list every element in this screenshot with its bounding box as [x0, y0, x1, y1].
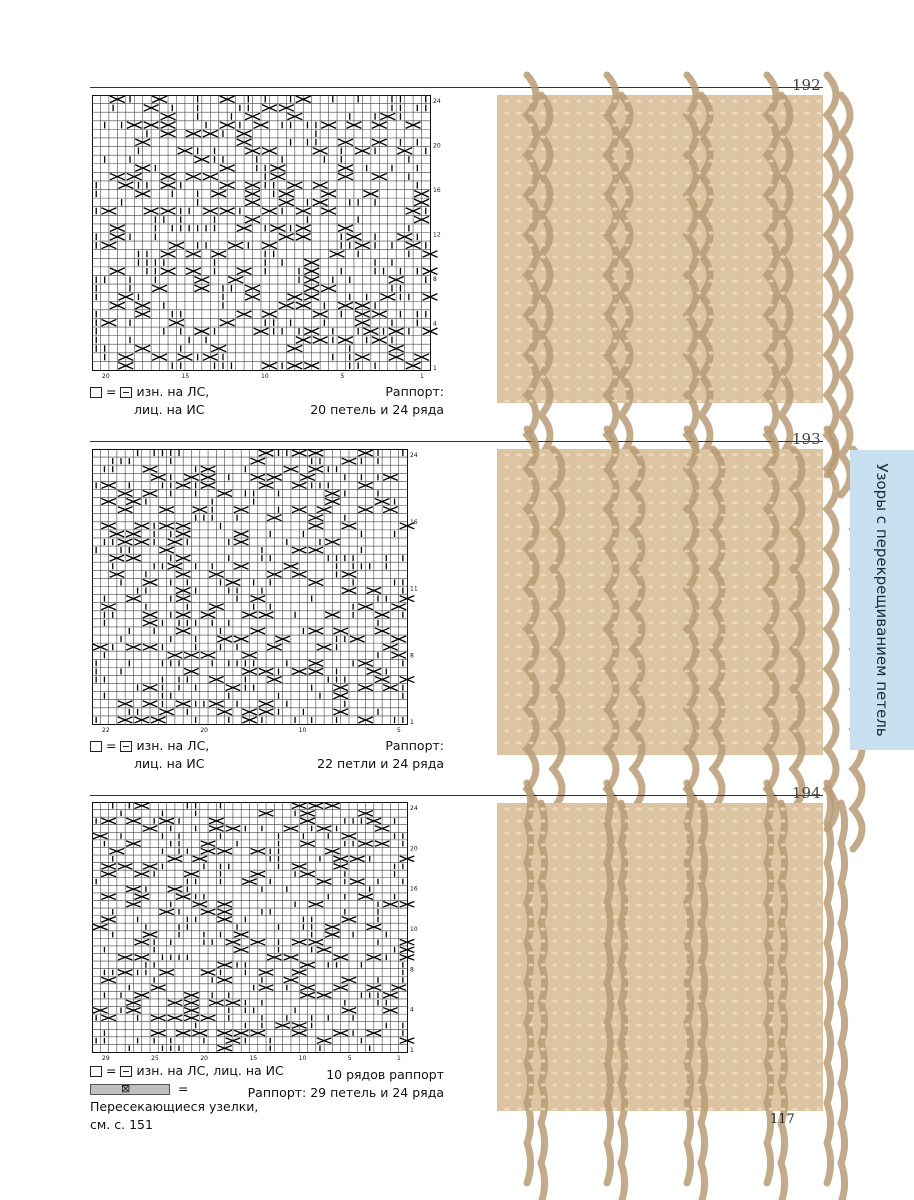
- row-label: 24: [410, 452, 418, 459]
- legend-193: = изн. на ЛС, лиц. на ИС: [90, 737, 209, 773]
- row-label: 8: [433, 276, 437, 283]
- rapport-194: 10 рядов раппорт Раппорт: 29 петель и 24 ряда: [247, 1067, 444, 1100]
- section-rule-193: [90, 441, 823, 442]
- legend-194: = изн. на ЛС, лиц. на ИС ⊠ = Пересекающиеся узелки, см. с. 151: [90, 1062, 284, 1134]
- column-label: 20: [200, 727, 208, 734]
- pattern-number-193: 193: [792, 430, 821, 448]
- chart-grid: [92, 95, 430, 370]
- row-label: 20: [410, 845, 418, 853]
- rapport-193: Раппорт: 22 петли и 24 ряда: [317, 738, 444, 771]
- column-label: 15: [181, 373, 190, 380]
- row-label: 16: [433, 187, 441, 194]
- row-label: 4: [433, 320, 437, 328]
- minus-cell-symbol: [120, 1066, 132, 1077]
- rapport-note-194: 10 рядов раппорт: [326, 1067, 444, 1082]
- knit-photo-193: [497, 449, 823, 755]
- column-label: 10: [261, 373, 269, 380]
- row-label: 1: [410, 1047, 414, 1054]
- column-label: 10: [298, 1055, 307, 1062]
- chart-193: [92, 449, 418, 734]
- row-label: 1: [410, 719, 414, 726]
- column-label: 15: [249, 1055, 258, 1062]
- row-label: 10: [410, 926, 418, 933]
- knit-photo-194: [497, 803, 823, 1111]
- column-label: 20: [102, 373, 110, 380]
- section-rule-194: [90, 795, 823, 796]
- empty-cell-symbol: [90, 387, 102, 398]
- chart-194: [92, 802, 418, 1062]
- column-label: 25: [151, 1055, 159, 1062]
- empty-cell-symbol: [90, 1066, 102, 1077]
- row-label: 8: [410, 652, 414, 660]
- chart-192: [92, 95, 441, 380]
- column-label: 5: [347, 1055, 352, 1062]
- column-label: 29: [102, 1055, 110, 1062]
- row-label: 16: [410, 518, 418, 526]
- row-label: 24: [433, 98, 441, 105]
- row-label: 4: [410, 1006, 414, 1014]
- row-label: 24: [410, 805, 418, 812]
- pattern-number-194: 194: [792, 784, 821, 802]
- row-label: 11: [410, 585, 418, 593]
- empty-cell-symbol: [90, 741, 102, 752]
- minus-cell-symbol: [120, 741, 132, 752]
- row-label: 12: [433, 231, 441, 239]
- crossed-bobble-symbol: [90, 1084, 170, 1095]
- rapport-192: Раппорт: 20 петель и 24 ряда: [310, 384, 444, 417]
- column-label: 22: [102, 727, 110, 734]
- minus-cell-symbol: [120, 387, 132, 398]
- page-number: 117: [770, 1112, 795, 1127]
- row-label: 8: [410, 966, 414, 974]
- column-label: 5: [397, 727, 401, 734]
- row-label: 20: [433, 142, 441, 150]
- column-label: 1: [397, 1055, 401, 1062]
- chart-frame: [93, 450, 408, 725]
- legend-192: = изн. на ЛС, лиц. на ИС: [90, 383, 209, 419]
- chapter-side-tab: Узоры с перекрещиванием петель: [850, 450, 914, 750]
- chart-frame: [93, 96, 431, 371]
- column-label: 5: [340, 373, 345, 380]
- row-label: 1: [433, 365, 437, 372]
- knit-photo-192: [497, 95, 823, 403]
- column-label: 1: [420, 373, 424, 380]
- section-rule-192: [90, 87, 823, 88]
- column-label: 10: [298, 727, 307, 734]
- pattern-number-192: 192: [792, 76, 821, 94]
- row-label: 16: [410, 885, 418, 893]
- column-label: 20: [200, 1055, 208, 1062]
